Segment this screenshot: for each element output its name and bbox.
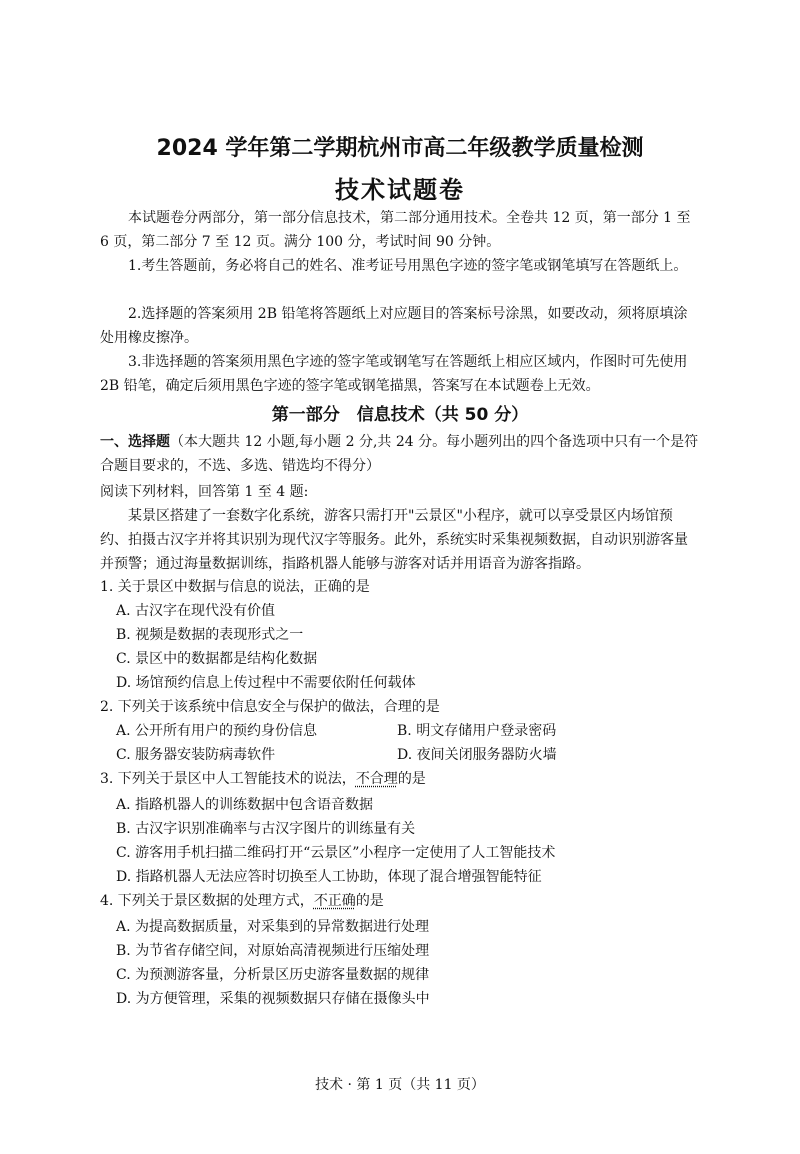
question-3-stem — [100, 768, 426, 790]
instruction-1: 1.考生答题前，务必将自己的姓名、准考证号用黑色字迹的签字笔或钢笔填写在答题纸上。 — [128, 258, 688, 274]
question-1-option-b: B. 视频是数据的表现形式之一 — [116, 627, 304, 643]
question-4-option-b: B. 为节省存储空间，对原始高清视频进行压缩处理 — [116, 943, 430, 959]
instruction-3: 3.非选择题的答案须用黑色字迹的签字笔或钢笔写在答题纸上相应区域内，作图时可先使用 2B 铅笔，确定后须用黑色字迹的签字笔或钢笔描黑，答案写在本试题卷上无效。 — [100, 354, 688, 394]
question-4-option-c: C. 为预测游客量，分析景区历史游客量数据的规律 — [116, 967, 430, 983]
question-3-option-a: A. 指路机器人的训练数据中包含语音数据 — [116, 797, 374, 813]
question-3-option-c: C. 游客用手机扫描二维码打开“云景区”小程序一定使用了人工智能技术 — [116, 845, 556, 861]
reading-material: 某景区搭建了一套数字化系统，游客只需打开"云景区"小程序，就可以享受景区内场馆预约、拍摄古汉字并将其识别为现代汉字等服务。此外，系统实时采集视频数据，自动识别游客量并预警；通过海量数据训练，指路机器人能够与游客对话并用语音为游客指路。 — [100, 508, 688, 572]
question-2-stem: 2. 下列关于该系统中信息安全与保护的做法，合理的是 — [100, 699, 440, 715]
question-4-option-d: D. 为方便管理，采集的视频数据只存储在摄像头中 — [116, 991, 430, 1007]
question-3-option-b: B. 古汉字识别准确率与古汉字图片的训练量有关 — [116, 821, 416, 837]
page-footer: 技术 · 第 1 页（共 11 页） — [315, 1077, 485, 1093]
question-1-option-c: C. 景区中的数据都是结构化数据 — [116, 651, 318, 667]
question-2-option-a: A. 公开所有用户的预约身份信息 — [116, 723, 318, 739]
section-description: （本大题共 12 小题,每小题 2 分,共 24 分。每小题列出的四个备选项中只有一个是符合题目要求的，不选、多选、错选均不得分） — [100, 434, 699, 474]
question-2-option-d: D. 夜间关闭服务器防火墙 — [397, 747, 557, 763]
instructions-intro: 本试题卷分两部分，第一部分信息技术，第二部分通用技术。全卷共 12 页，第一部分 1 至 6 页，第二部分 7 至 12 页。满分 100 分，考试时间 90 分钟。 — [100, 210, 691, 250]
question-1-stem: 1. 关于景区中数据与信息的说法，正确的是 — [100, 579, 370, 595]
question-3-option-d: D. 指路机器人无法应答时切换至人工协助，体现了混合增强智能特征 — [116, 869, 542, 885]
section-intro — [100, 430, 700, 478]
question-4-stem-post: 的是 — [355, 893, 384, 909]
instruction-2: 2.选择题的答案须用 2B 铅笔将答题纸上对应题目的答案标号涂黑，如要改动，须将原填涂处用橡皮擦净。 — [100, 306, 688, 346]
question-4-stem-pre: 4. 下列关于景区数据的处理方式， — [100, 893, 314, 909]
question-2-option-b: B. 明文存储用户登录密码 — [397, 723, 557, 739]
question-4-stem-emphasis: 不正确 — [313, 893, 356, 909]
question-2-option-c: C. 服务器安装防病毒软件 — [116, 747, 276, 763]
question-3-stem-emphasis: 不合理 — [355, 771, 398, 787]
exam-subtitle: 技术试题卷 — [335, 176, 465, 204]
question-1-option-a: A. 古汉字在现代没有价值 — [116, 603, 276, 619]
part1-heading: 第一部分 信息技术（共 50 分） — [271, 405, 529, 425]
question-1-option-d: D. 场馆预约信息上传过程中不需要依附任何载体 — [116, 675, 416, 691]
question-4-stem — [100, 890, 384, 912]
question-4-option-a: A. 为提高数据质量，对采集到的异常数据进行处理 — [116, 919, 430, 935]
exam-title: 2024 学年第二学期杭州市高二年级教学质量检测 — [156, 136, 644, 161]
question-3-stem-pre: 3. 下列关于景区中人工智能技术的说法， — [100, 771, 356, 787]
section-label: 一、选择题 — [100, 434, 170, 450]
question-3-stem-post: 的是 — [397, 771, 426, 787]
reading-prompt: 阅读下列材料，回答第 1 至 4 题: — [100, 484, 309, 500]
